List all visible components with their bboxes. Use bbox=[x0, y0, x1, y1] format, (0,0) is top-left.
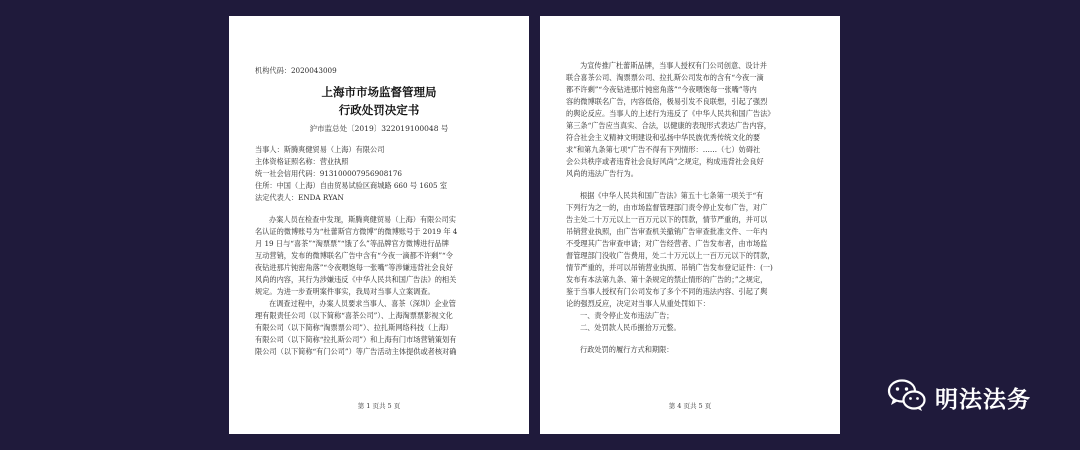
text-line: 有限公司（以下简称“淘票票公司”）、拉扎斯网络科技（上海） bbox=[255, 323, 453, 332]
text-line: 联合喜茶公司、淘票票公司、拉扎斯公司发布的含有“今夜一滴 bbox=[566, 73, 764, 82]
text-line: 鉴于当事人授权有门公司发布了多个不同的违法内容、引起了舆 bbox=[566, 287, 768, 296]
text-line: 名认证的微博账号为“杜蕾斯官方微博”的微博账号于 2019 年 4 bbox=[255, 227, 458, 236]
brand-name: 明法法务 bbox=[935, 386, 1031, 413]
party-line: 住所：中国（上海）自由贸易试验区商城路 660 号 1605 室 bbox=[255, 181, 448, 190]
text-line: 限公司（以下简称“有门公司”）等广告活动主体提供或者核对确 bbox=[255, 347, 457, 356]
page-footer: 第 1 页共 5 页 bbox=[357, 402, 401, 410]
text-line: 发布有本法第九条、第十条规定的禁止情形的广告的；”之规定， bbox=[566, 275, 768, 284]
party-info bbox=[255, 144, 503, 204]
paragraph bbox=[566, 190, 814, 310]
text-line: 都不许剩”“今夜钻进那片钝密角落”“今夜喂饱每一张嘴”等内 bbox=[566, 85, 757, 94]
text-line: 吊销营业执照，由广告审查机关撤销广告审查批准文件、一年内 bbox=[566, 227, 768, 236]
text-line: 求”和第九条第七项“广告不得有下列情形：……（七）妨碍社 bbox=[566, 145, 761, 154]
text-line: 不受理其广告审查申请；对广告经营者、广告发布者，由市场监 bbox=[566, 239, 768, 248]
penalty-item: 二、处罚款人民币捌拾万元整。 bbox=[580, 323, 681, 332]
party-line: 当事人：斯腾爽健贸易（上海）有限公司 bbox=[255, 145, 385, 154]
paragraph bbox=[255, 298, 503, 358]
text-line: 情节严重的，并可以吊销营业执照、吊销广告发布登记证件：(一) bbox=[566, 263, 773, 272]
party-line: 统一社会信用代码：91310000795690817​6 bbox=[255, 169, 403, 178]
text-line: 规定。为进一步查明案件事实，我局对当事人立案调查。 bbox=[255, 287, 435, 296]
text-line: 为宣传推广杜蕾斯品牌，当事人授权有门公司创意、设计并 bbox=[580, 61, 767, 70]
text-line: 的舆论反应。当事人的上述行为违反了《中华人民共和国广告法》 bbox=[566, 109, 775, 118]
agency-code: 机构代码：2020043009 bbox=[255, 66, 337, 75]
text-line: 在调查过程中，办案人员要求当事人、喜茶（深圳）企业管 bbox=[269, 299, 456, 308]
text-line: 夜钻进那片钝密角落”“令夜喂饱每一张嘴”等涉嫌违背社会良好 bbox=[255, 263, 453, 272]
page-footer: 第 4 页共 5 页 bbox=[668, 402, 712, 410]
text-line: 告主处二十万元以上一百万元以下的罚款，情节严重的，并可以 bbox=[566, 215, 768, 224]
penalty-item: 一、责令停止发布违法广告； bbox=[580, 311, 674, 320]
text-line: 理有限责任公司（以下简称“喜茶公司”）、上海淘票票影视文化 bbox=[255, 311, 453, 320]
text-line: 下列行为之一的，由市场监督管理部门责令停止发布广告，对广 bbox=[566, 203, 768, 212]
wechat-icon bbox=[887, 378, 927, 416]
text-line: 风尚的违法广告行为。 bbox=[566, 169, 638, 178]
text-line: 容的微博联名广告，内容低俗，极易引发不良联想，引起了强烈 bbox=[566, 97, 768, 106]
document-number: 沪市监总处〔2019〕322019100048 号 bbox=[309, 124, 449, 133]
document-page-4 bbox=[540, 16, 840, 434]
text-line: 符合社会主义精神文明建设和弘扬中华民族优秀传统文化的要 bbox=[566, 133, 761, 142]
paragraph bbox=[566, 60, 814, 180]
text-line: 督管理部门没收广告费用，处二十万元以上一百万元以下的罚款， bbox=[566, 251, 775, 260]
text-line: 月 19 日与“喜茶”“淘票票”“饿了么”等品牌官方微博进行品牌 bbox=[255, 239, 449, 248]
text-line: 会公共秩序或者违背社会良好风尚”之规定，构成违背社会良好 bbox=[566, 157, 764, 166]
text-line: 第三条“广告应当真实、合法，以健康的表现形式表达广告内容， bbox=[566, 121, 771, 130]
text-line: 有限公司（以下简称“拉扎斯公司”）和上海有门市场营销策划有 bbox=[255, 335, 457, 344]
text-line: 互动营销，发布的微博联名广告中含有“今夜一滴都不许剩”“令 bbox=[255, 251, 453, 260]
text-line: 办案人员在检查中发现，斯腾爽健贸易（上海）有限公司实 bbox=[269, 215, 456, 224]
penalty-list bbox=[566, 310, 814, 334]
party-line: 法定代表人：ENDA RYAN bbox=[255, 193, 344, 202]
text-line: 根据《中华人民共和国广告法》第五十七条第一项关于“有 bbox=[580, 191, 764, 200]
brand-watermark bbox=[887, 378, 1031, 416]
paragraph bbox=[255, 214, 503, 298]
text-line: 论的强烈反应，决定对当事人从重处罚如下： bbox=[566, 299, 710, 308]
text-line: 风尚的内容，其行为涉嫌违反《中华人民共和国广告法》的相关 bbox=[255, 275, 457, 284]
document-page-1 bbox=[229, 16, 529, 434]
closing-line: 行政处罚的履行方式和期限： bbox=[580, 345, 674, 354]
party-line: 主体资格证照名称：营业执照 bbox=[255, 157, 349, 166]
document-title: 行政处罚决定书 bbox=[338, 103, 420, 117]
agency-title: 上海市市场监督管理局 bbox=[321, 85, 437, 99]
